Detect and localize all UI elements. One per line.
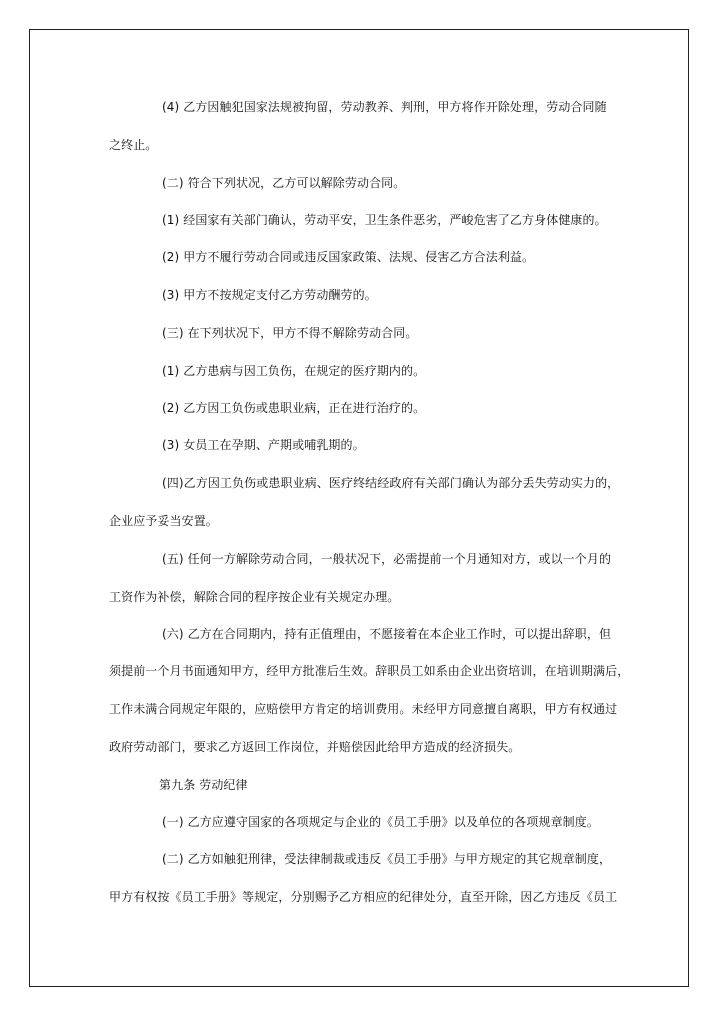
article-heading-9: 第九条 劳动纪律 [159, 778, 248, 792]
page-frame [29, 29, 689, 987]
paragraph-line-8: (3) 女员工在孕期、产期或哺乳期的。 [162, 438, 365, 452]
paragraph-line-7: (2) 乙方因工负伤或患职业病，正在进行治疗的。 [162, 401, 426, 415]
paragraph-line-15: (二) 乙方如触犯刑律，受法律制裁或违反《员工手册》与甲方规定的其它规章制度， [162, 852, 612, 866]
section-heading-5: (五) 任何一方解除劳动合同，一般状况下，必需提前一个月通知对方，或以一个月的 [162, 552, 612, 566]
paragraph-line-10: 工资作为补偿，解除合同的程序按企业有关规定办理。 [109, 590, 400, 604]
paragraph-line-2: 之终止。 [109, 138, 158, 152]
section-heading-2: (二) 符合下列状况，乙方可以解除劳动合同。 [162, 176, 406, 190]
paragraph-line-3: (1) 经国家有关部门确认，劳动平安，卫生条件恶劣，严峻危害了乙方身体健康的。 [162, 213, 607, 227]
section-heading-6: (六) 乙方在合同期内，持有正值理由，不愿接着在本企业工作时，可以提出辞职，但 [162, 627, 612, 641]
paragraph-line-5: (3) 甲方不按规定支付乙方劳动酬劳的。 [162, 288, 377, 302]
paragraph-line-9: 企业应予妥当安置。 [109, 514, 218, 528]
paragraph-line-6: (1) 乙方患病与因工负伤，在规定的医疗期内的。 [162, 364, 426, 378]
paragraph-line-16: 甲方有权按《员工手册》等规定，分别赐予乙方相应的纪律处分，直至开除，因乙方违反《员工 [109, 890, 618, 904]
paragraph-line-11: 须提前一个月书面通知甲方，经甲方批准后生效。辞职员工如系由企业出资培训，在培训期满后， [109, 664, 630, 678]
paragraph-line-4: (2) 甲方不履行劳动合同或违反国家政策、法规、侵害乙方合法利益。 [162, 250, 535, 264]
paragraph-line-14: (一) 乙方应遵守国家的各项规定与企业的《员工手册》以及单位的各项规章制度。 [162, 815, 599, 829]
paragraph-line-13: 政府劳动部门，要求乙方返回工作岗位，并赔偿因此给甲方造成的经济损失。 [109, 740, 521, 754]
section-heading-4: (四)乙方因工负伤或患职业病、医疗终结经政府有关部门确认为部分丢失劳动实力的， [162, 476, 620, 490]
section-heading-3: (三) 在下列状况下，甲方不得不解除劳动合同。 [162, 326, 418, 340]
paragraph-line-12: 工作未满合同规定年限的，应赔偿甲方肯定的培训费用。未经甲方同意擅自离职，甲方有权通过 [109, 702, 618, 716]
paragraph-line-1: (4) 乙方因触犯国家法规被拘留，劳动教养、判刑，甲方将作开除处理，劳动合同随 [162, 100, 607, 114]
